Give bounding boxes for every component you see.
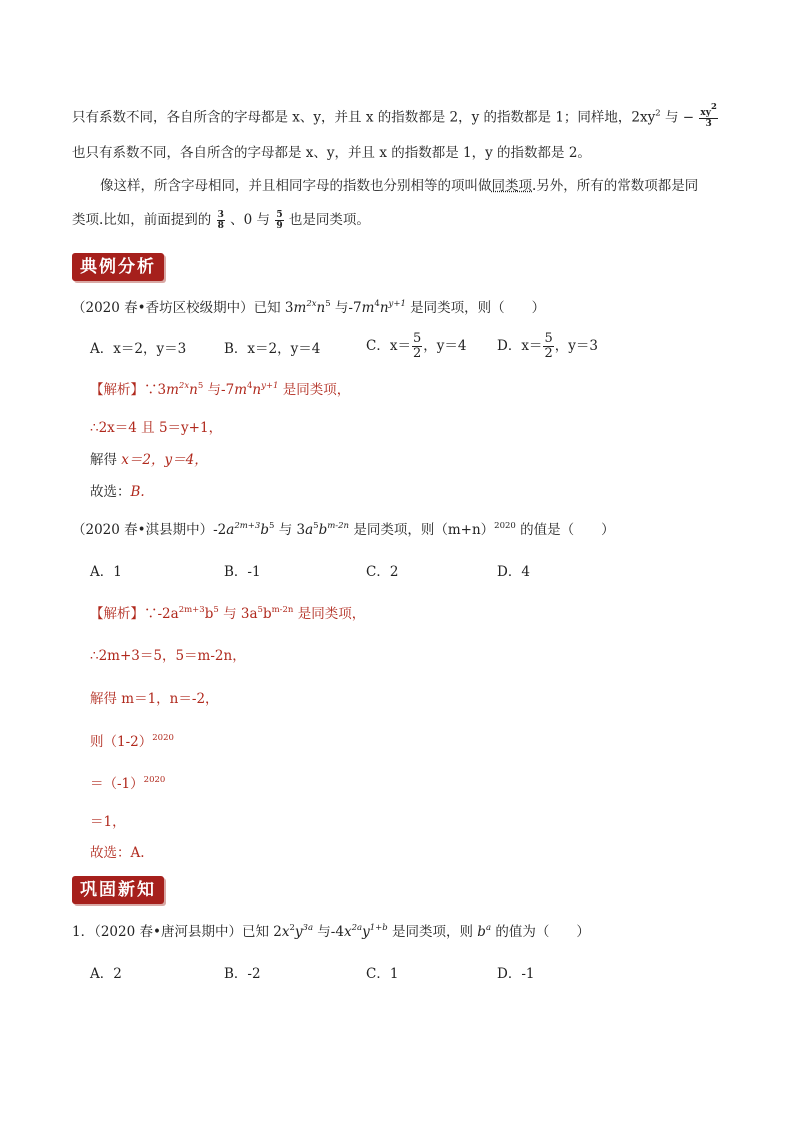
example-1-solution-line-2: ∴2x＝4 且 5＝y+1， bbox=[90, 420, 223, 436]
variable: a bbox=[226, 522, 235, 538]
intro-line-2: 也只有系数不同，各自所含的字母都是 x、y，并且 x 的指数都是 1，y 的指数都是 2。 bbox=[72, 145, 591, 161]
variable: x bbox=[343, 924, 352, 940]
exponent: 2a bbox=[351, 923, 363, 933]
intro-line-4 bbox=[72, 210, 370, 231]
intro-text: 像这样，所含字母相同，并且相同字母的指数也分别相等的项叫做 bbox=[100, 178, 492, 194]
example-2-solution-line-5 bbox=[90, 774, 165, 794]
solution-text: b bbox=[204, 606, 214, 622]
fraction bbox=[275, 210, 283, 231]
example-2-solution-line-6: ＝1， bbox=[90, 814, 126, 830]
variable: b bbox=[260, 522, 269, 538]
exponent: 2m+3 bbox=[178, 605, 205, 615]
fraction-numerator: 5 bbox=[276, 210, 283, 220]
exponent: 2 bbox=[289, 923, 295, 933]
solution-text: 解得 bbox=[90, 452, 122, 468]
option-text: ，y＝3 bbox=[554, 338, 598, 354]
exponent: 5 bbox=[268, 521, 275, 531]
fraction-numerator: xy bbox=[700, 108, 711, 118]
practice-1-option-b[interactable]: B．-2 bbox=[224, 966, 261, 982]
exponent: 2x bbox=[178, 381, 190, 391]
exponent: 2 bbox=[655, 108, 661, 119]
solution-text: x＝2，y＝4， bbox=[121, 452, 208, 468]
intro-text: 只有系数不同，各自所含的字母都是 x、y，并且 x 的指数都是 2，y 的指数都是 1；同样地，2xy bbox=[72, 109, 656, 126]
exponent: 4 bbox=[247, 381, 253, 391]
exponent: 2020 bbox=[494, 521, 516, 531]
fraction-numerator: 3 bbox=[217, 210, 224, 220]
solution-text: 与-7 bbox=[203, 382, 235, 398]
example-1-option-b[interactable]: B．x＝2，y＝4 bbox=[224, 341, 321, 357]
example-2-solution-line-4 bbox=[90, 732, 174, 752]
exponent: m-2n bbox=[327, 521, 350, 531]
option-text: D．x＝ bbox=[497, 338, 543, 354]
exponent: 2x bbox=[306, 299, 317, 309]
example-2-option-c[interactable]: C．2 bbox=[366, 564, 399, 580]
solution-text: 是同类项， bbox=[293, 606, 366, 622]
example-1-solution-line-4 bbox=[90, 482, 145, 502]
exponent: 2020 bbox=[143, 775, 166, 785]
solution-text: 则（1-2） bbox=[90, 734, 153, 750]
exponent: 5 bbox=[257, 605, 263, 615]
fraction-numerator: 5 bbox=[544, 331, 553, 346]
question-text: 是同类项，则（m+n） bbox=[349, 522, 495, 538]
exponent: m-2n bbox=[271, 605, 294, 615]
fraction-denominator: 2 bbox=[412, 346, 422, 361]
practice-1-option-c[interactable]: C．1 bbox=[366, 966, 399, 982]
option-text: C．x＝ bbox=[366, 338, 411, 354]
question-text: 是同类项，则（ ） bbox=[405, 300, 546, 316]
variable: m bbox=[234, 382, 247, 398]
question-text: 与-4 bbox=[313, 924, 344, 940]
question-text: 的值是（ ） bbox=[515, 522, 615, 538]
solution-text: ∵3 bbox=[144, 382, 167, 398]
example-1-option-c[interactable] bbox=[366, 332, 466, 361]
practice-1-option-a[interactable]: A．2 bbox=[90, 966, 122, 982]
section-banner-consolidate: 巩固新知 bbox=[72, 876, 164, 904]
variable: n bbox=[379, 300, 389, 316]
example-2-solution-line-3: 解得 m＝1，n＝-2， bbox=[90, 691, 219, 707]
variable: y bbox=[294, 924, 303, 940]
exponent: 2020 bbox=[152, 733, 174, 743]
solution-answer: B. bbox=[130, 484, 145, 500]
exponent: 5 bbox=[325, 299, 331, 309]
intro-line-3 bbox=[100, 176, 698, 196]
exponent: 5 bbox=[213, 605, 219, 615]
key-term: 同类项 bbox=[491, 178, 532, 194]
example-1-option-a[interactable]: A．x＝2，y＝3 bbox=[90, 341, 187, 357]
fraction-denominator: 2 bbox=[544, 346, 553, 361]
example-1-question bbox=[72, 298, 545, 318]
example-2-solution-line-1 bbox=[90, 604, 365, 624]
variable: m bbox=[293, 300, 307, 316]
exponent: y+1 bbox=[388, 299, 406, 309]
example-2-option-d[interactable]: D．4 bbox=[497, 564, 530, 580]
intro-text: 类项.比如，前面提到的 bbox=[72, 212, 212, 228]
variable: n bbox=[189, 382, 198, 398]
fraction bbox=[543, 332, 553, 361]
exponent: 5 bbox=[197, 381, 204, 391]
option-text: ，y＝4 bbox=[423, 338, 467, 354]
question-text: 1．（2020 春•唐河县期中）已知 2 bbox=[72, 924, 282, 940]
variable: y bbox=[362, 924, 370, 940]
question-text: （2020 春•淇县期中）-2 bbox=[72, 522, 227, 538]
example-2-question bbox=[72, 520, 615, 540]
intro-text: 、0 与 bbox=[230, 212, 271, 228]
intro-text: 与 − bbox=[660, 109, 695, 126]
variable: n bbox=[252, 382, 262, 398]
variable: b bbox=[477, 924, 486, 940]
exponent: 1+b bbox=[369, 923, 388, 933]
solution-text: ∵-2a bbox=[144, 606, 179, 622]
fraction-denominator: 3 bbox=[705, 119, 712, 129]
practice-1-question bbox=[72, 922, 590, 942]
fraction bbox=[412, 332, 422, 361]
fraction-denominator: 9 bbox=[276, 221, 283, 231]
question-text: 是同类项，则 bbox=[387, 924, 478, 940]
exponent: 2m+3 bbox=[234, 521, 261, 531]
fraction-numerator: 5 bbox=[412, 331, 422, 346]
exponent: y+1 bbox=[261, 381, 279, 391]
example-1-solution-line-1 bbox=[90, 380, 350, 400]
exponent: 4 bbox=[374, 299, 380, 309]
example-2-solution-line-2: ∴2m+3＝5，5＝m-2n， bbox=[90, 648, 246, 664]
example-1-option-d[interactable] bbox=[497, 332, 598, 361]
question-text: （2020 春•香坊区校级期中）已知 3 bbox=[72, 300, 294, 316]
variable: a bbox=[305, 522, 314, 538]
fraction-denominator: 8 bbox=[217, 221, 224, 231]
example-2-option-b[interactable]: B．-1 bbox=[224, 564, 261, 580]
section-banner-example-analysis: 典例分析 bbox=[72, 253, 164, 281]
solution-text: 与 3a bbox=[218, 606, 258, 622]
example-2-option-a[interactable]: A．1 bbox=[90, 564, 122, 580]
exponent: 2 bbox=[710, 102, 717, 112]
fraction bbox=[217, 210, 225, 231]
variable: m bbox=[166, 382, 179, 398]
exponent: a bbox=[485, 923, 492, 933]
example-2-solution-line-7: 故选：A. bbox=[90, 845, 145, 861]
solution-label: 【解析】 bbox=[90, 606, 144, 622]
solution-text: 是同类项， bbox=[278, 382, 351, 398]
solution-text: 故选： bbox=[90, 484, 131, 500]
variable: b bbox=[318, 522, 328, 538]
question-text: 与-7 bbox=[330, 300, 362, 316]
question-text: 与 3 bbox=[274, 522, 306, 538]
intro-text: 也是同类项。 bbox=[288, 212, 370, 228]
example-1-solution-line-3 bbox=[90, 450, 208, 470]
exponent: 3a bbox=[302, 923, 314, 933]
solution-text: ＝（-1） bbox=[90, 776, 144, 792]
variable: n bbox=[316, 300, 326, 316]
variable: m bbox=[361, 300, 375, 316]
variable: x bbox=[281, 924, 290, 940]
fraction bbox=[699, 102, 718, 129]
intro-text: .另外，所有的常数项都是同 bbox=[532, 178, 699, 194]
practice-1-option-d[interactable]: D．-1 bbox=[497, 966, 535, 982]
question-text: 的值为（ ） bbox=[491, 924, 590, 940]
solution-text: b bbox=[262, 606, 272, 622]
solution-label: 【解析】 bbox=[90, 382, 144, 398]
intro-line-1 bbox=[72, 102, 719, 129]
exponent: 5 bbox=[313, 521, 319, 531]
